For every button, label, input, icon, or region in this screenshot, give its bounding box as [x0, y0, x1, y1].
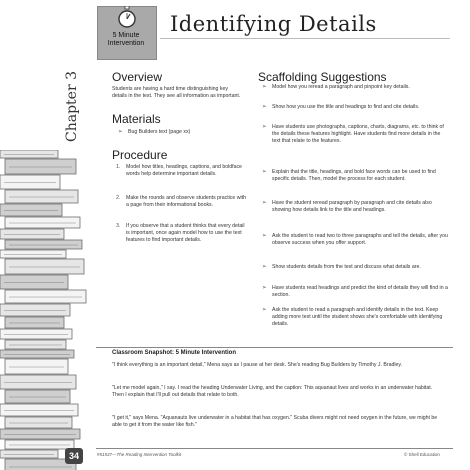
book-spine: [0, 450, 58, 458]
book-spine: [5, 240, 82, 249]
snapshot-divider: [96, 347, 453, 348]
badge-label: 5 Minute Intervention: [107, 32, 145, 47]
book-spine: [0, 229, 64, 239]
snapshot-paragraph-1: "I think everything is an important detail," Mena says as I pause at her desk. She's reading Bug Builders by Timothy J. Bradley.: [112, 362, 403, 368]
book-spine: [0, 350, 74, 358]
bullet-arrow-icon: ➣: [262, 200, 267, 206]
bullet-arrow-icon: ➣: [262, 104, 267, 110]
snapshot-paragraph-3: "I get it," says Mena. "Aquanauts live underwater in a habitat that has oxygen." Scuba divers might not need oxygen in the future, we might be able to get it from the water like fish.": [112, 415, 438, 429]
book-spine: [0, 204, 62, 216]
scaffolding-item-8: ➣ Have students read headings and predict the kind of details they will find in a section.: [262, 285, 448, 299]
book-spine: [5, 259, 84, 274]
scaffolding-item-4: ➣ Explain that the title, headings, and bold face words can be used to find specific details. Then, model the process for each student.: [262, 169, 436, 183]
book-stack-illustration: [0, 150, 88, 470]
chapter-label: Chapter 3: [64, 71, 80, 142]
snapshot-heading: Classroom Snapshot: 5 Minute Intervention: [112, 350, 237, 356]
scaffolding-item-5: ➣ Have the student reread paragraph by paragraph and cite details also showing how details link to the title and headings.: [262, 200, 432, 214]
book-spine: [5, 359, 68, 374]
book-spine: [0, 404, 78, 416]
procedure-heading: Procedure: [112, 148, 168, 162]
scaffolding-item-1: ➣ Model how you reread a paragraph and pinpoint key details.: [262, 84, 410, 90]
book-spine: [5, 340, 66, 349]
bullet-arrow-icon: ➣: [262, 233, 267, 239]
overview-text: Students are having a hard time distinguishing key details in the text. They see all information as important.: [112, 86, 241, 100]
stopwatch-icon: [117, 6, 137, 28]
book-spine: [5, 217, 80, 228]
procedure-item-3: 3. If you observe that a student thinks that every detail is important, once again model how to use the text features to find important details.: [116, 223, 245, 244]
bullet-arrow-icon: ➣: [262, 124, 267, 130]
scaffolding-item-2: ➣ Show how you use the title and headings to find and cite details.: [262, 104, 420, 110]
book-spine: [0, 250, 66, 258]
snapshot-paragraph-2: "Let me model again," I say. I read the heading Underwater Living, and the caption: This aquanaut lives and works in an underwater habitat. Then I explain that I'll pull out details that relate to both.: [112, 385, 433, 399]
book-spine: [5, 440, 74, 449]
bullet-arrow-icon: ➣: [118, 129, 123, 135]
scaffolding-item-3: ➣ Have students use photographs, captions, charts, diagrams, etc. to think of the details these features highlight. Have students find more details in the text that relate to the features.: [262, 124, 444, 145]
bullet-arrow-icon: ➣: [262, 307, 267, 313]
scaffolding-item-9: ➣ Ask the student to read a paragraph and identify details in the text. Keep adding more text until the student shows she's comfortable with identifying details.: [262, 307, 443, 328]
title-divider: [160, 38, 450, 39]
footer-copyright: © Shell Education: [404, 452, 440, 457]
book-spine: [0, 329, 72, 339]
bullet-arrow-icon: ➣: [262, 285, 267, 291]
scaffolding-item-6: ➣ Ask the student to read two to three paragraphs and tell the details, after you observe success when you offer support.: [262, 233, 448, 247]
scaffolding-heading: Scaffolding Suggestions: [258, 70, 387, 84]
bullet-arrow-icon: ➣: [262, 264, 267, 270]
book-spine: [0, 150, 58, 158]
scaffolding-item-7: ➣ Show students details from the text and discuss what details are.: [262, 264, 421, 270]
book-spine: [5, 159, 76, 174]
book-spine: [0, 375, 76, 389]
book-spine: [5, 390, 70, 403]
materials-heading: Materials: [112, 112, 161, 126]
book-spine: [0, 429, 80, 439]
page-title: Identifying Details: [170, 12, 377, 36]
footer-divider: [96, 448, 453, 449]
overview-heading: Overview: [112, 70, 163, 84]
bullet-arrow-icon: ➣: [262, 169, 267, 175]
book-spine: [5, 290, 86, 303]
book-spine: [0, 304, 70, 316]
materials-item: ➣ Bug Builders text (page xx): [118, 129, 191, 135]
book-spine: [0, 175, 60, 189]
procedure-item-2: 2. Make the rounds and observe students practice with a page from their informational books.: [116, 195, 246, 209]
book-spine: [5, 417, 72, 428]
bullet-arrow-icon: ➣: [262, 84, 267, 90]
footer-publication: #51537—The Reading Intervention Toolkit: [97, 452, 182, 457]
book-spine: [5, 317, 64, 328]
book-spine: [0, 275, 68, 289]
procedure-item-1: 1. Model how titles, headings, captions, and boldface words help determine important details.: [116, 164, 242, 178]
book-spine: [5, 190, 78, 203]
page-number: 34: [65, 448, 83, 464]
